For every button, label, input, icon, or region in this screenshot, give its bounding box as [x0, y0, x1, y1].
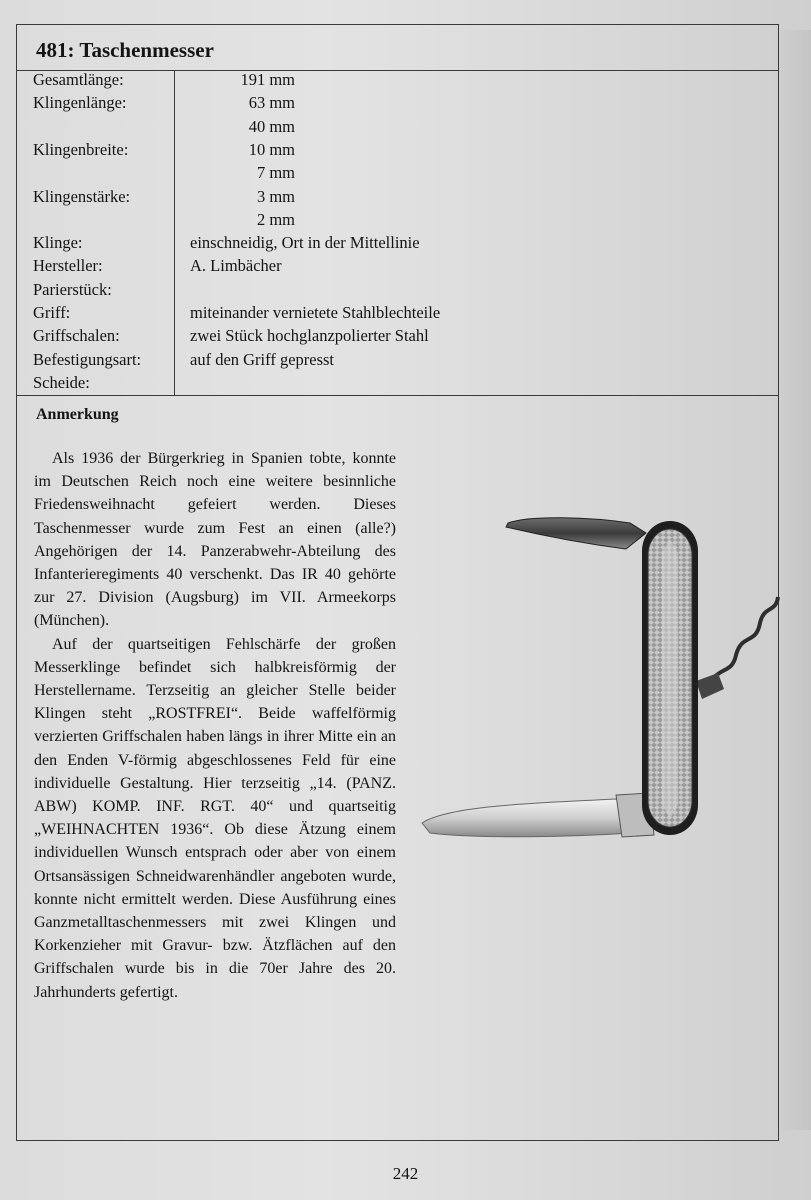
spec-value: 191 mm: [240, 70, 295, 89]
note-paragraph: Auf der quartseitigen Fehlschärfe der großen Messerklinge befindet sich halbkreisförmig der Herstellername. Terzseitig an gleicher Stelle beider Klingen steht „ROSTFREI“. Beide waffelförmig verzierten Griffschalen haben längs in ihrer Mitte ein an den Enden V-förmig abgeschlossenes Feld für eine individuelle Gestaltung. Hier terzseitig „14. (PANZ. ABW) KOMP. INF. RGT. 40“ und quartseitig „WEIHNACHTEN 1936“. Ob diese Ätzung einem individuellen Wunsch entsprach oder aber von einem Ortsansässigen Schneidwarenhändler angeboten wurde, konnte nicht ermittelt werden. Diese Ausführung eines Ganzmetalltaschenmessers mit zwei Klingen und Korkenzieher mit Gravur- bzw. Ätzflächen auf den Griffschalen wurde bis in die 70er Jahre des 20. Jahrhunderts gefertigt.: [34, 635, 396, 1001]
spec-value: 3 mm: [256, 186, 295, 206]
spec-row: [17, 91, 778, 115]
spec-row: [17, 68, 778, 92]
spec-row: [17, 115, 778, 139]
entry-title: 481: Taschenmesser: [36, 38, 214, 62]
small-blade: [506, 518, 646, 549]
note-heading: Anmerkung: [36, 406, 119, 423]
spec-value: A. Limbächer: [190, 256, 282, 276]
spec-label: Hersteller:: [33, 256, 103, 276]
spec-value: 2 mm: [256, 209, 295, 229]
spec-value: 10 mm: [248, 139, 295, 159]
engraving-field: [662, 539, 678, 819]
spec-row: [17, 254, 778, 278]
spec-row: [17, 348, 778, 372]
corkscrew-base: [696, 673, 724, 699]
spec-label: Klingenlänge:: [33, 93, 127, 113]
spec-label: Parierstück:: [33, 279, 112, 299]
spec-row: [17, 208, 778, 232]
spec-value: auf den Griff gepresst: [190, 349, 335, 369]
spec-label: Klinge:: [33, 233, 83, 253]
spec-row: [17, 231, 778, 255]
spec-value: einschneidig, Ort in der Mittellinie: [190, 233, 420, 253]
spec-value: 63 mm: [248, 93, 295, 113]
spec-row: [17, 138, 778, 162]
spec-value: miteinander vernietete Stahlblechteile: [190, 303, 441, 322]
corkscrew: [708, 597, 778, 687]
spec-row: [17, 161, 778, 185]
spec-table: [17, 70, 778, 396]
spec-value: 40 mm: [248, 116, 295, 136]
spec-label: Griff:: [33, 303, 71, 322]
spec-row: [17, 301, 778, 325]
spec-row: [17, 278, 778, 302]
entry-header: [17, 25, 778, 71]
spec-row: [17, 324, 778, 348]
note-paragraph: Als 1936 der Bürgerkrieg in Spanien tobte, konnte im Deutschen Reich noch eine weitere besinnliche Friedensweihnacht gefeiert werden. Dieses Taschenmesser wurde zum Fest an einen (alle?) Angehörigen der 14. Panzerabwehr-Abteilung des Infanterieregiments 40 verschenkt. Das IR 40 gehörte zur 27. Division (Augsburg) im VII. Armeekorps (München).: [34, 450, 396, 630]
page-number: 242: [392, 1164, 419, 1183]
spec-label: Befestigungsart:: [33, 349, 142, 369]
spec-value: zwei Stück hochglanzpolierter Stahl: [190, 326, 429, 346]
spec-row: [17, 371, 778, 395]
spec-label: Klingenbreite:: [33, 139, 129, 159]
spec-row: [17, 185, 778, 209]
large-blade: [422, 799, 632, 837]
spec-value: 7 mm: [256, 163, 295, 183]
spec-label: Scheide:: [33, 372, 90, 392]
spec-label: Griffschalen:: [33, 326, 120, 346]
spec-label: Klingenstärke:: [33, 186, 131, 206]
spec-label: Gesamtlänge:: [33, 70, 124, 89]
note-body: [34, 447, 396, 1004]
pocket-knife-photo: [420, 505, 800, 845]
